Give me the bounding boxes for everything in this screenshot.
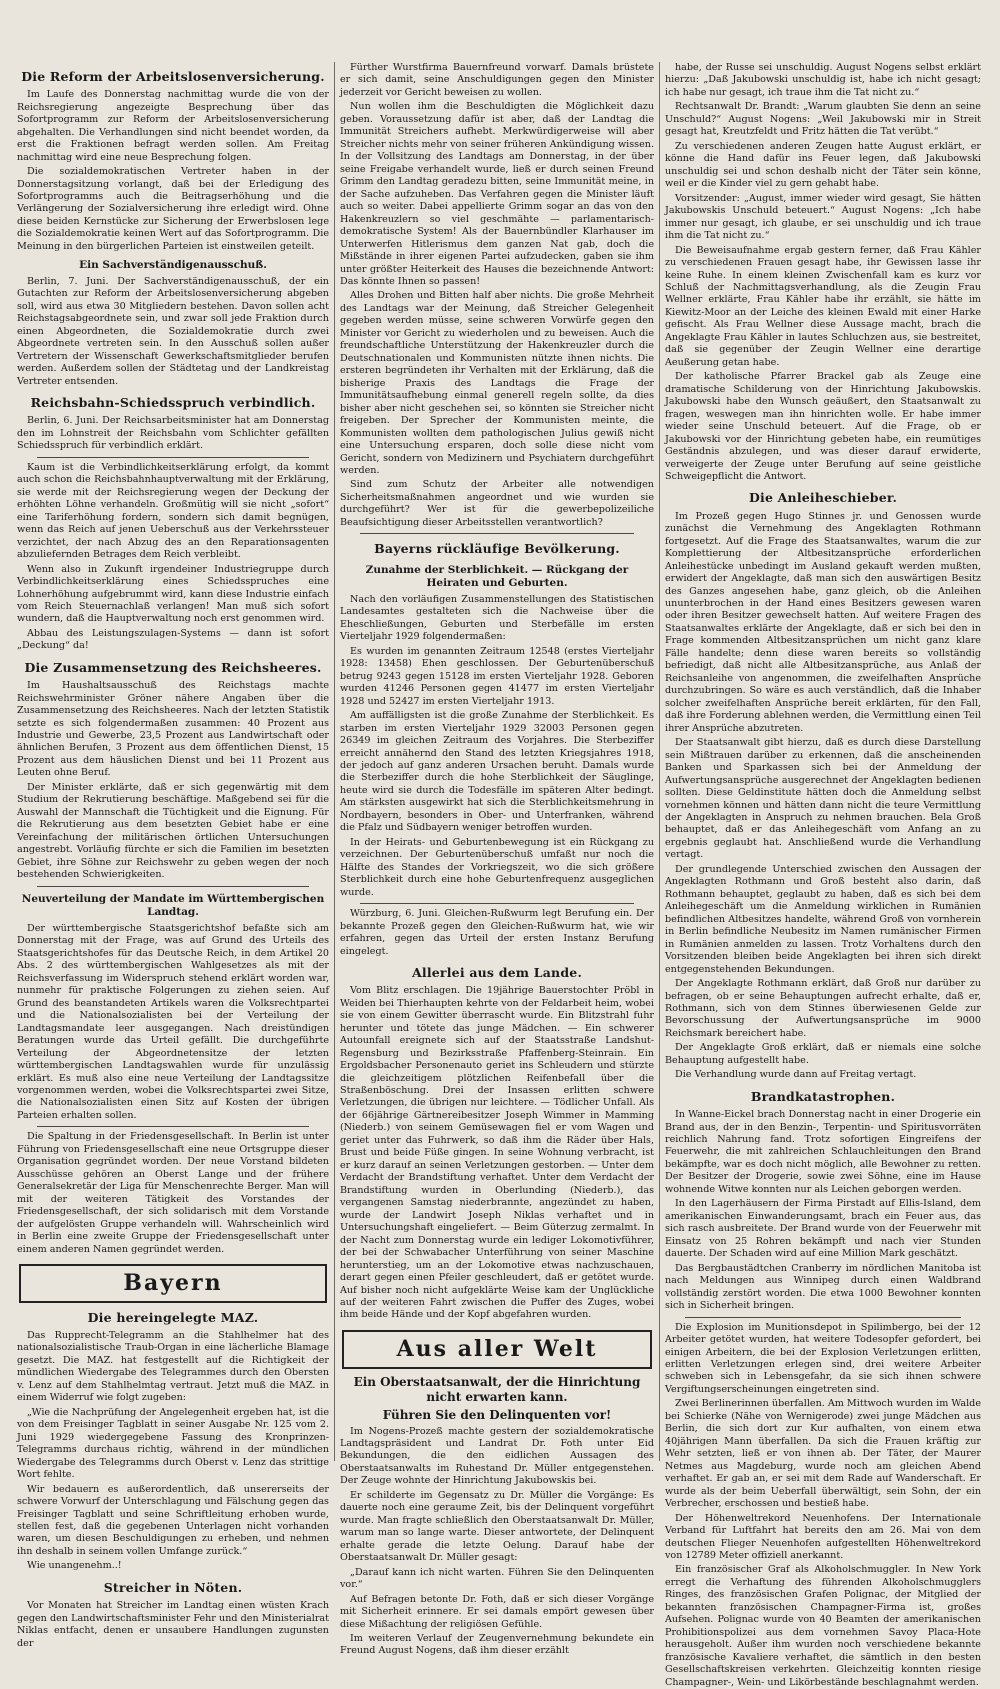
- article-paragraph: Die Explosion im Munitionsdepot in Spilimbergo, bei der 12 Arbeiter getötet wurden, hat weitere Todesopfer gefordert, bei einigen Arbeitern, die bei der Explosion Verletzungen erlitten, erlitten Verletzungen erlegen sind, drei weitere Arbeiter schweben sich in Lebensgefahr, da sie sich ihnen schwere Vergiftungserscheinungen eingetreten sind.: [665, 1321, 981, 1395]
- divider: [360, 903, 634, 904]
- article-paragraph: Wie unangenehm..!: [27, 1560, 122, 1572]
- article-paragraph: Der katholische Pfarrer Brackel gab als Zeuge eine dramatische Schilderung von der Hinrichtung Jakubowskis. Jakubowski habe den Wunsch geäußert, den Staatsanwalt zu fragen, weswegen man ihn hinrichten wolle. Er habe immer wieder seine Unschuld beteuert. Auf die Frage, ob er Jakubowski vor der Hinrichtung gebeten habe, ein reumütiges Geständnis abzulegen, und was dieser darauf erwiderte, verweigerte der Zeuge unter Berufung auf seine geistliche Schweigepflicht die Antwort.: [665, 371, 981, 482]
- article-paragraph: Wir bedauern es außerordentlich, daß unsererseits der schwere Vorwurf der Unterschlagung und Fälschung gegen das Freisinger Tagblatt und seine Schriftleitung erhoben wurde, stellen fest, daß die gegebenen Unterlagen nicht vorhanden waren, um diesen Beschuldigungen zu erheben, und nehmen ihn deshalb in seinem vollen Umfange zurück.“: [17, 1483, 329, 1557]
- article-paragraph: Im Nogens-Prozeß machte gestern der sozialdemokratische Landtagspräsident und Landrat Dr. Foth unter Eid Bekundungen, die den eidlichen Aussagen des Oberstaatsanwalts im Ruhestand Dr. Müller entgegenstehen. Der Zeuge wohnte der Hinrichtung Jakubowskis bei.: [340, 1425, 654, 1487]
- column-middle: [334, 62, 659, 1657]
- subheadline: Neuverteilung der Mandate im Württembergischen Landtag.: [21, 892, 325, 919]
- article-paragraph: habe, der Russe sei unschuldig. August Nogens selbst erklärt hierzu: „Daß Jakubowski unschuldig ist, habe ich nicht gesagt; ich habe nur gesagt, ich traue ihm die Tat nicht zu.“: [665, 62, 981, 98]
- article-paragraph: Nach den vorläufigen Zusammenstellungen des Statistischen Landesamtes gestalteten sich die Nachweise über die Eheschließungen, Geburten und Sterbefälle im ersten Vierteljahr 1929 folgendermaßen:: [340, 593, 654, 643]
- section-banner: [19, 1264, 327, 1303]
- article-paragraph: Sind zum Schutz der Arbeiter alle notwendigen Sicherheitsmaßnahmen angeordnet und wie wurden sie durchgeführt? Wer ist für die gewerbepolizeiliche Beaufsichtigung dieser Arbeitsstellen verantwortlich?: [340, 479, 654, 528]
- article-paragraph: Die sozialdemokratischen Vertreter haben in der Donnerstagsitzung vorlangt, daß bei der Erledigung des Sofortprogramms auch die Beitragserhöhung und die Verlängerung der Sozialversicherung ihre erledigt wird. Ohne diese beiden Kernstücke zur Sicherung der Erwerbslosen lege die Sozialdemokratie keinen Wert auf das Sofortprogramm. Die Meinung in den bürgerlichen Parteien ist einstweilen geteilt.: [17, 166, 329, 252]
- article-paragraph: Das Rupprecht-Telegramm an die Stahlhelmer hat des nationalsozialistische Traub-Organ in eine lächerliche Blamage gesetzt. Die MAZ. hat festgestellt auf die Richtigkeit der mündlichen Wiedergabe des Telegrammes durch den Obersten v. Lenz auf dem Stahlhelmtag vertraut. Jetzt muß die MAZ. in einem Widerruf wie folgt zugeben:: [17, 1329, 329, 1404]
- divider: [685, 1317, 961, 1318]
- article-paragraph: Fürther Wurstfirma Bauernfreund vorwarf. Damals brüstete er sich damit, seine Anschuldigungen gegen den Minister jederzeit vor Gericht beweisen zu wollen.: [340, 62, 654, 98]
- article-paragraph: Vor Monaten hat Streicher im Landtag einen wüsten Krach gegen den Landwirtschaftsminister Fehr und den Ministerialrat Niklas entfacht, denen er unsaubere Handlungen zugunsten der: [17, 1600, 329, 1649]
- article-paragraph: Würzburg, 6. Juni. Gleichen-Rußwurm legt Berufung ein. Der bekannte Prozeß gegen den Gleichen-Rußwurm hat, wie wir erfahren, gegen das Urteil der ersten Instanz Berufung eingelegt.: [340, 908, 654, 957]
- article-paragraph: Rechtsanwalt Dr. Brandt: „Warum glaubten Sie denn an seine Unschuld?“ August Nogens: „Weil Jakubowski mir in Streit gesagt hat, Kreutzfeldt und Fritz hätten die Tat verübt.“: [665, 101, 981, 138]
- headline: Allerlei aus dem Lande.: [411, 965, 582, 980]
- article-paragraph: In den Lagerhäusern der Firma Pirstadt auf Ellis-Island, dem amerikanischen Einwanderungsamt, brach ein Feuer aus, das sich rasch ausbreitete. Der Brand wurde von der Feuerwehr mit Einsatz von 25 Rohren bekämpft und nach vier Stunden dauerte. Der Schaden wird auf eine Million Mark geschätzt.: [665, 1198, 981, 1260]
- column-right: [659, 62, 986, 1688]
- article-paragraph: Wenn also in Zukunft irgendeiner Industriegruppe durch Verbindlichkeitserklärung eines Schiedsspruches eine Lohnerhöhung aufgebrummt wird, kann diese Industrie einfach vom Reich Steuernachlaß verlangen! Man muß sich sofort wundern, daß die Hauptverwaltung noch erst genommen wird.: [17, 563, 329, 625]
- subheadline: Zunahme der Sterblichkeit. — Rückgang der Heiraten und Geburten.: [365, 563, 629, 590]
- section-subtitle: Führen Sie den Delinquenten vor!: [382, 1407, 612, 1422]
- headline: Bayerns rückläufige Bevölkerung.: [374, 541, 620, 557]
- divider: [37, 1126, 309, 1127]
- article-paragraph: Kaum ist die Verbindlichkeitserklärung erfolgt, da kommt auch schon die Reichsbahnhauptverwaltung mit der Erklärung, sie werde mit der Reichsregierung wegen der Deckung der erhöhten Löhne verhandeln. Großmütig will sie nicht „sofort“ eine Tariferhöhung fordern, sondern sich damit begnügen, wenn das Reich auf jenen Ueberschuß aus der Verkehrssteuer verzichtet, der nach Abzug des an den Reparationsagenten abzuliefernden Betrages dem Reich verbleibt.: [17, 461, 329, 561]
- article-paragraph: Im Haushaltsausschuß des Reichstags machte Reichswehrminister Gröner nähere Angaben über die Zusammensetzung des Reichsheeres. Nach der letzten Statistik setzte es sich folgendermaßen zusammen: 40 Prozent aus Industrie und Gewerbe, 23,5 Prozent aus Landwirtschaft oder ähnlichen Berufen, 3 Prozent aus dem öffentlichen Dienst, 15 Prozent aus dem häuslichen Dienst und bei 11 Prozent aus Leuten ohne Beruf.: [17, 680, 329, 779]
- article-paragraph: Am auffälligsten ist die große Zunahme der Sterblichkeit. Es starben im ersten Vierteljahr 1929 32003 Personen gegen 26349 im gleichen Zeitraum des Vorjahres. Die Sterbeziffer erreicht annähernd den Stand des letzten Kriegsjahres 1918, der jedoch auf ganz anderen Ursachen beruht. Damals wurde die Sterbeziffer durch die hohe Sterblichkeit der Säuglinge, heute wird sie durch die Todesfälle im späteren Alter bedingt. Am stärksten ausgewirkt hat sich die Sterblichkeitsmehrung in Nordbayern, besonders in Ober- und Unterfranken, während die Pfalz und Südbayern weniger betroffen wurden.: [340, 710, 654, 834]
- article-paragraph: Berlin, 7. Juni. Der Sachverständigenausschuß, der ein Gutachten zur Reform der Arbeitslosenversicherung abgeben soll, wird aus etwa 30 Mitgliedern bestehen. Davon sollen acht Reichstagsabgeordnete sein, und zwar soll jede Fraktion durch einen Abgeordneten, die Sozialdemokratie durch zwei Abgeordnete vertreten sein. In den Ausschuß sollen außer Vertretern der Wissenschaft Gewerkschaftsmitglieder berufen werden. Außerdem sollen der Städtetag und der Landkreistag Vertreter entsenden.: [17, 275, 329, 387]
- section-banner-title: Aus aller Welt: [396, 1335, 598, 1362]
- article-paragraph: Der Angeklagte Rothmann erklärt, daß Groß nur darüber zu befragen, ob er seine Behauptungen aufrecht erhalte, daß er, Rothmann, sich von dem Stinnes überwiesenen Gelde zur Bevorschussung der Aufwertungsansprüche im 9000 Reichsmark bereichert habe.: [665, 978, 981, 1039]
- article-paragraph: Zwei Berlinerinnen überfallen. Am Mittwoch wurden im Walde bei Schierke (Nähe von Wernigerode) zwei junge Mädchen aus Berlin, die sich dort zur Kur aufhalten, von einem etwa 40jährigen Mann überfallen. Da sich die Frauen kräftig zur Wehr setzten, ließ er von ihnen ab. Der Täter, der Maurer Netmes aus Magdeburg, wurde noch am gleichen Abend verhaftet. Er gab an, er sei mit dem Rade auf Wanderschaft. Er wurde als der beim Ueberfall überwältigt, sein Sohn, der ein Verbrecher, erschossen und bestieß habe.: [665, 1398, 981, 1510]
- section-banner: [342, 1330, 652, 1369]
- divider: [37, 457, 309, 458]
- article-paragraph: Vorsitzender: „August, immer wieder wird gesagt, Sie hätten Jakubowskis Unschuld beteuert.“ August Nogens: „Ich habe immer nur gesagt, ich glaube, er sei unschuldig und ich traue ihm die Tat nicht zu.“: [665, 192, 981, 242]
- article-paragraph: Der Angeklagte Groß erklärt, daß er niemals eine solche Behauptung aufgestellt habe.: [665, 1042, 981, 1066]
- article-paragraph: Die Verhandlung wurde dann auf Freitag vertagt.: [675, 1069, 917, 1081]
- article-paragraph: Nun wollen ihm die Beschuldigten die Möglichkeit dazu geben. Voraussetzung dafür ist aber, daß der Landtag die Immunität Streichers aufhebt. Merkwürdigerweise will aber Streicher nichts mehr von seiner früheren Ankündigung wissen. In der Vollsitzung des Landtags am Donnerstag, in der über seine Freigabe verhandelt wurde, ließ er durch seinen Freund Grimm den Landtag geradezu bitten, seine Immunität meine, in der Sache aufzuheben. Das Verfahren gegen die Minister läuft auch so weiter. Dabei appellierte Grimm sogar an das von den Hakenkreuzlern so viel geschmähte — parlamentarisch-demokratische System! Als der Bauernbündler Klarhauser im Unterwerfen Hitlerismus dem ganzen Nat gab, doch die Mißstände in ihrer eigenen Partei aufzudecken, gaben sie ihm unter größter Heiterkeit des Hauses die bezeichnende Antwort: Das könnte Ihnen so passen!: [340, 101, 654, 287]
- article-paragraph: In der Heirats- und Geburtenbewegung ist ein Rückgang zu verzeichnen. Der Geburtenüberschuß umfaßt nur noch die Hälfte des Standes der Vorkriegszeit, wo die sich größere Sterblichkeit durch eine hohe Geburtenfrequenz ausgeglichen wurde.: [340, 836, 654, 898]
- headline: Brandkatastrophen.: [750, 1088, 896, 1104]
- headline: Die Reform der Arbeitslosenversicherung.: [21, 69, 325, 84]
- article-paragraph: Im weiteren Verlauf der Zeugenvernehmung bekundete ein Freund August Nogens, daß ihm dieser erzählt: [340, 1633, 654, 1657]
- column-left: [12, 62, 334, 1649]
- article-paragraph: Es wurden im genannten Zeitraum 12548 (erstes Vierteljahr 1928: 13458) Ehen geschlossen. Der Geburtenüberschuß betrug 9243 gegen 15128 im ersten Vierteljahr 1928. Geboren wurden 41246 Personen gegen 41477 im ersten Vierteljahr 1928 und 52427 im ersten Vierteljahr 1913.: [340, 645, 654, 707]
- article-paragraph: Der Minister erklärte, daß er sich gegenwärtig mit dem Studium der Rekrutierung beschäftige. Maßgebend sei für die Auswahl der Mannschaft die Tüchtigkeit und die Eignung. Für die Rekrutierung aus dem besetzten Gebiet habe er eine Vereinfachung der militärischen örtlichen Untersuchungen angestrebt. Vorläufig fürchte er sich die Familien im besetzten Gebiet, ihre Söhne zur Reichswehr zu geben wegen der noch bestehenden Schwierigkeiten.: [17, 781, 329, 881]
- article-paragraph: Berlin, 6. Juni. Der Reichsarbeitsminister hat am Donnerstag den im Lohnstreit der Reichsbahn vom Schlichter gefällten Schiedsspruch für verbindlich erklärt.: [17, 415, 329, 452]
- subheadline: Ein Sachverständigenausschuß.: [79, 259, 267, 272]
- article-paragraph: „Darauf kann ich nicht warten. Führen Sie den Delinquenten vor.“: [340, 1566, 654, 1591]
- article-paragraph: Im Laufe des Donnerstag nachmittag wurde die von der Reichsregierung angezeigte Besprechung über das Sofortprogramm zur Reform der Arbeitslosenversicherung abgehalten. Die Verhandlungen sind nicht beendet worden, da erst die Fraktionen befragt werden sollen. Am Freitag nachmittag wird eine neue Besprechung folgen.: [17, 89, 329, 163]
- article-paragraph: Vom Blitz erschlagen. Die 19jährige Bauerstochter Pröbl in Weiden bei Thierhaupten kehrte von der Feldarbeit heim, wobei sie von einem Gewitter überrascht wurde. Ein Blitzstrahl fuhr herunter und tötete das junge Mädchen. — Ein schwerer Autounfall ereignete sich auf der Staatsstraße Landshut-Regensburg und Bezirksstraße Pfaffenberg-Steinrain. Ein Ergoldsbacher Personenauto geriet ins Schleudern und stürzte die gleichzeitigem plötzlichen Reifenbefall über die Straßenböschung. Drei der Insassen erlitten schwere Verletzungen, die übrigen nur leichtere. — Tödlicher Unfall. Als der 66jährige Gärtnereibesitzer Joseph Wimmer in Mamming (Niederb.) von seinem Gemüsewagen fiel er vom Wagen und geriet unter das Fuhrwerk, so daß ihm die Räder über Hals, Brust und beide Füße gingen. In seine Wohnung verbracht, ist er kurz darauf an seinen Verletzungen gestorben. — Unter dem Verdacht der Brandstiftung verhaftet. Unter dem Verdacht der Brandstiftung wurden in Oberlunding (Niederb.), das vergangenen Samstag niederbrannte, angezündet zu haben, wurde der Landwirt Joseph Niklas verhaftet und in Untersuchungshaft eingeliefert. — Beim Güterzug zermalmt. In der Nacht zum Donnerstag wurde ein lediger Lokomotivführer, der bei der Schwabacher Unterführung von seiner Maschine herunterstieg, um an der Lokomotive etwas nachzuschauen, derart gegen einen Pfeiler geschleudert, daß er getötet wurde. Auf bisher noch nicht aufgeklärte Weise kam der Unglückliche auf der weiteren Fahrt zwischen die Puffer des Zuges, wobei ihm beide Hände und der Kopf abgefahren wurden.: [340, 985, 654, 1321]
- article-paragraph: Die Beweisaufnahme ergab gestern ferner, daß Frau Kähler zu verschiedenen Frauen gesagt habe, ihr Gewissen lasse ihr keine Ruhe. In einem kleinen Zwischenfall kam es kurz vor Schluß der Nachmittagsverhandlung, als die Zeugin Frau Wellner erklärte, Frau Kähler habe ihr erzählt, sie hätte im Kiewitz-Moor an der Leiche des kleinen Ewald mit einer Harke gefischt. Als Frau Wellner diese Aussage macht, brach die Angeklagte Frau Kähler in lautes Schluchzen aus, sie bestreitet, daß sie gegenüber der Zeugin Wellner eine derartige Aeußerung getan habe.: [665, 244, 981, 368]
- article-paragraph: Die Spaltung in der Friedensgesellschaft. In Berlin ist unter Führung von Friedensgesellschaft eine neue Ortsgruppe dieser Organisation gegründet worden. Der neue Vorstand bildeten Ausschüsse gehören an Oberst Lange und der frühere Generalsekretär der Liga für Menschenrechte Berger. Man will mit der weiteren Tätigkeit des Vorstandes der Friedensgesellschaft, der sich solidarisch mit dem Vorstande der aufgelösten Gruppe verhandeln will. Wahrscheinlich wird in Berlin eine zweite Gruppe der Friedensgesellschaft unter einem anderen Namen gegründet werden.: [17, 1131, 329, 1255]
- section-banner-title: Bayern: [123, 1270, 223, 1297]
- article-paragraph: Er schilderte im Gegensatz zu Dr. Müller die Vorgänge: Es dauerte noch eine geraume Zeit, bis der Delinquent vorgeführt wurde. Man fragte schließlich den Oberstaatsanwalt Dr. Müller, warum man so lange warte. Dieser antwortete, der Delinquent erhalte gerade die letzte Oelung. Darauf habe der Oberstaatsanwalt Dr. Müller gesagt:: [340, 1489, 654, 1564]
- section-subtitle: Ein Oberstaatsanwalt, der die Hinrichtung nicht erwarten kann.: [353, 1374, 641, 1404]
- article-paragraph: Der württembergische Staatsgerichtshof befaßte sich am Donnerstag mit der Frage, was auf Grund des Urteils des Staatsgerichtshofes für das Deutsche Reich, in dem Artikel 20 Abs. 2 des württembergischen Wahlgesetzes als mit der Reichsverfassung im Widerspruch stehend erklärt worden war, nunmehr für praktische Folgerungen zu ziehen seien. Auf Grund des beanstandeten Artikels waren die Volksrechtpartei und die Nationalsozialisten bei der Verteilung der Landtagsmandate leer ausgegangen. Nach dreistündigen Beratungen wurde das Urteil gefällt. Die durchgeführte Verteilung der Abgeordnetensitze der letzten württembergischen Landtagswahlen wurde für unzulässig erklärt. Es muß also eine neue Verteilung der Landtagssitze vorgenommen werden, wobei die Volksrechtspartei zwei Sitze, die Nationalsozialisten einen Sitz auf Kosten der übrigen Parteien erhalten sollen.: [17, 922, 329, 1121]
- article-paragraph: Zu verschiedenen anderen Zeugen hatte August erklärt, er könne die Hand dafür ins Feuer legen, daß Jakubowski unschuldig sei und schon deshalb nicht der Täter sein könne, weil er die Kinder viel zu gern gehabt habe.: [665, 140, 981, 190]
- headline: Die Anleiheschieber.: [748, 490, 898, 506]
- article-paragraph: Alles Drohen und Bitten half aber nichts. Die große Mehrheit des Landtags war der Meinung, daß Streicher Gelegenheit gegeben werden müsse, seine schweren Vorwürfe gegen den Minister vor Gericht zu wiederholen und zu beweisen. Auch die freundschaftliche Unterstützung der Hakenkreuzler durch die Deutschnationalen und Kommunisten nützte ihnen nichts. Die ersteren begründeten ihr Verhalten mit der Erklärung, daß die bisherige Praxis des Landtags die Frage der Immunitätsaufhebung einmal generell regeln sollte, da dies bisher aber nicht geschehen sei, so könnten sie Streicher nicht freigeben. Der Sprecher der Kommunisten meinte, die Kommunisten wollten dem pathologischen Julius gewiß nicht eine Untersuchung ersparen, doch solle diese nicht vom Gericht, sondern von Medizinern und Psychiatern durchgeführt werden.: [340, 290, 654, 476]
- headline: Die hereingelegte MAZ.: [87, 1309, 259, 1325]
- headline: Die Zusammensetzung des Reichsheeres.: [24, 659, 322, 675]
- article-paragraph: Der grundlegende Unterschied zwischen den Aussagen der Angeklagten Rothmann und Groß besteht also darin, daß Rothmann behauptet, geglaubt zu haben, daß es sich bei dem Anleihegeschäft um die Anmeldung wirklichen in Rumänien befindlichen Altbesitzes handelte, während Groß von vornherein in Berlin befindliche Neubesitz im Namen rumänischer Firmen in Rumänien anmelden zu lassen. Trotz Vorhaltens durch den Vorsitzenden bleiben beide Angeklagten bei ihren sich direkt entgegenstehenden Bekundungen.: [665, 863, 981, 975]
- article-paragraph: Das Bergbaustädtchen Cranberry im nördlichen Manitoba ist nach Meldungen aus Winnipeg durch einen Waldbrand vollständig zerstört worden. Die etwa 1000 Bewohner konnten sich in Sicherheit bringen.: [665, 1262, 981, 1312]
- article-paragraph: Der Höhenweltrekord Neuenhofens. Der Internationale Verband für Luftfahrt hat bereits den am 26. Mai von dem deutschen Flieger Neuenhofen aufgestellten Höhenweltrekord von 12789 Meter offiziell anerkannt.: [665, 1512, 981, 1561]
- article-paragraph: Auf Befragen betonte Dr. Foth, daß er sich dieser Vorgänge mit Sicherheit erinnere. Er sei damals empört gewesen über diese Mißachtung der religiösen Gefühle.: [340, 1593, 654, 1630]
- divider: [360, 533, 634, 534]
- article-paragraph: Im Prozeß gegen Hugo Stinnes jr. und Genossen wurde zunächst die Vernehmung des Angeklagten Rothmann fortgesetzt. Auf die Frage des Staatsanwaltes, warum die zur Komplettierung der Altbesitzansprüche erforderlichen Anleihestücke unbedingt im Ausland gekauft werden mußten, erwidert der Angeklagte, daß man sich den auswärtigen Besitz des Ganzes angesehen habe, ganz gleich, ob die Anleihen ununterbrochen in der Hand eines Besitzers gewesen waren oder ihren Besitzer gewechselt hatten. Auf weitere Fragen des Staatsanwaltes erklärte der Angeklagte, daß er sich bei den in Frage kommenden Altbesitzansprüchen um nicht ganz klare Fälle handelte; denn diese waren bereits so vollständig befriedigt, daß nicht alle Altbesitzansprüche, aus Anlaß der Reichsanleihe von angenommen, die zweifelhaften Ansprüche durchzubringen. So wäre es auch verständlich, daß die Inhaber solcher zweifelhaften Ansprüche bereit erklärten, für den Fall, daß ihre Forderung ablehnen werden, die Vermittlung einen Teil ihrer Ansprüche abzutreten.: [665, 510, 981, 734]
- article-paragraph: Der Staatsanwalt gibt hierzu, daß es durch diese Darstellung sein Mißtrauen darüber zu erkennen, daß die anscheinenden Banken und Sparkassen sich bei der Anmeldung der Aufwertungsansprüche ausgerechnet der Angeklagten bedienen sollten. Diese Geldinstitute hätten doch die Anmeldung selbst vornehmen können und hätten dann nicht die teure Vermittlung der Angeklagten in Anspruch zu nehmen brauchen. Bela Groß behauptet, daß er das Anleihegeschäft vom Anfang an zu ergebnis geglaubt hat. Anschließend wurde die Verhandlung vertagt.: [665, 737, 981, 861]
- article-paragraph: Ein französischer Graf als Alkoholschmuggler. In New York erregt die Verhaftung des führenden Alkoholschmugglers Ringes, des französischen Grafen Polignac, der Mitglied der bekannten französischen Champagner-Firma ist, großes Aufsehen. Polignac wurde von 40 Beamten der amerikanischen Prohibitionspolizei aus dem vornehmen Savoy Placa-Hote herausgeholt. Außer ihm wurden noch verschiedene bekannte französische Kavaliere verhaftet, die sämtlich in den besten Gesellschaftskreisen verkehrten. Gleichzeitig konnten riesige Champagner-, Wein- und Likörbestände beschlagnahmt werden.: [665, 1564, 981, 1688]
- headline: Reichsbahn-Schiedsspruch verbindlich.: [30, 395, 316, 411]
- article-paragraph: In Wanne-Eickel brach Donnerstag nacht in einer Drogerie ein Brand aus, der in den Benzin-, Terpentin- und Spiritusvorräten reichlich Nahrung fand. Trotz sofortigen Eingreifens der Feuerwehr, die mit zahlreichen Schlauchleitungen den Brand bekämpfte, war es doch nicht möglich, alle Bewohner zu retten. Der Besitzer der Drogerie, sowie zwei Söhne, eine im Hause wohnende Witwe konnten nur als Leichen geborgen werden.: [665, 1109, 981, 1195]
- article-paragraph: „Wie die Nachprüfung der Angelegenheit ergeben hat, ist die von dem Freisinger Tagblatt in seiner Ausgabe Nr. 125 vom 2. Juni 1929 wiedergegebene Fassung des Kronprinzen-Telegramms durchaus richtig, während in der mündlichen Wiedergabe des Telegramms durch Oberst v. Lenz das strittige Wort fehlte.: [17, 1406, 329, 1481]
- article-paragraph: Abbau des Leistungszulagen-Systems — dann ist sofort „Deckung“ da!: [17, 627, 329, 652]
- headline: Streicher in Nöten.: [103, 1579, 243, 1595]
- divider: [37, 886, 309, 887]
